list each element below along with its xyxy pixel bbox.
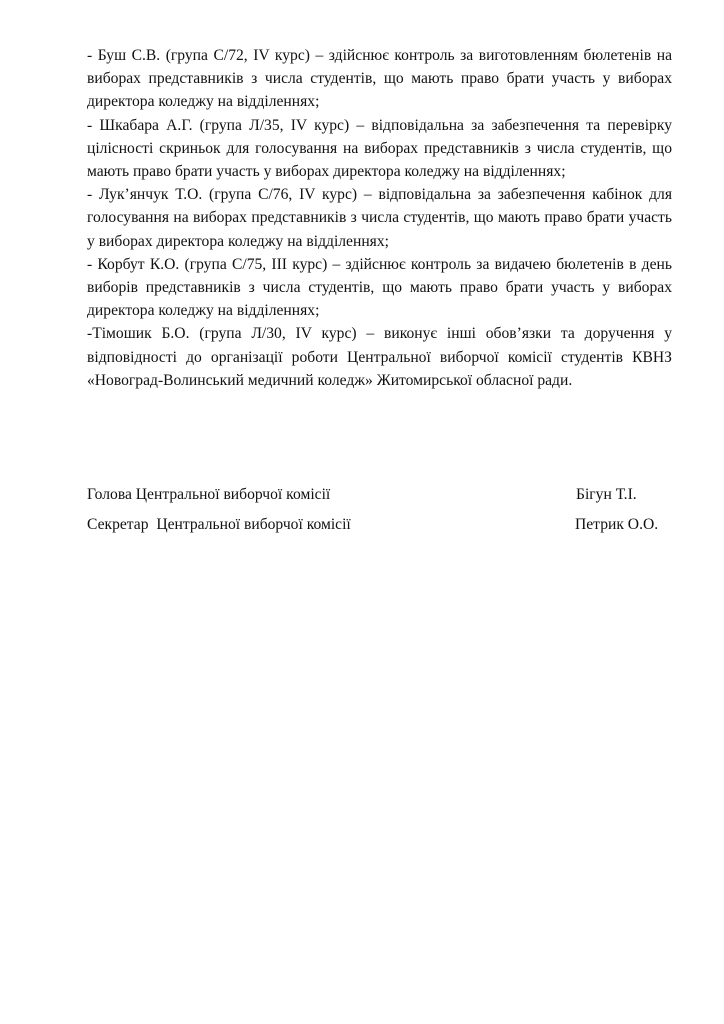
secretary-name: Петрик О.О. [575,516,659,533]
paragraph-lukianchuk: - Лук’янчук Т.О. (група С/76, IV курс) – відповідальна за забезпечення кабінок для голосування на виборах представників з числа студентів, що мають право брати участь у виборах директора коледжу на відділеннях; [87,186,672,250]
chair-title: Голова Центральної виборчої комісії [87,486,331,503]
signature-block [87,484,672,544]
paragraph-bush: - Буш С.В. (група С/72, IV курс) – здійснює контроль за виготовленням бюлетенів на виборах представників з числа студентів, що мають право брати участь у виборах директора коледжу на відділеннях; [87,47,672,111]
paragraph-timoshyk: -Тімошик Б.О. (група Л/30, IV курс) – виконує інші обов’язки та доручення у відповідності до організації роботи Центральної виборчої комісії студентів КВНЗ «Новоград-Волинський медичний коледж» Житомирської обласної ради. [87,325,672,389]
paragraph-korbut: - Корбут К.О. (група С/75, ІІІ курс) – здійснює контроль за видачею бюлетенів в день виборів представників з числа студентів, що мають право брати участь у виборах директора коледжу на відділеннях; [87,255,672,320]
paragraph-shkabara: - Шкабара А.Г. (група Л/35, IV курс) – відповідальна за забезпечення та перевірку цілісності скриньок для голосування на виборах представників з числа студентів, що мають право брати участь у виборах директора коледжу на відділеннях; [87,116,672,181]
chair-name: Бігун Т.І. [576,486,637,503]
signature-row-secretary [87,514,672,544]
signature-row-chair [87,484,672,514]
document-body [87,44,672,392]
secretary-title: Секретар Центральної виборчої комісії [87,516,351,533]
